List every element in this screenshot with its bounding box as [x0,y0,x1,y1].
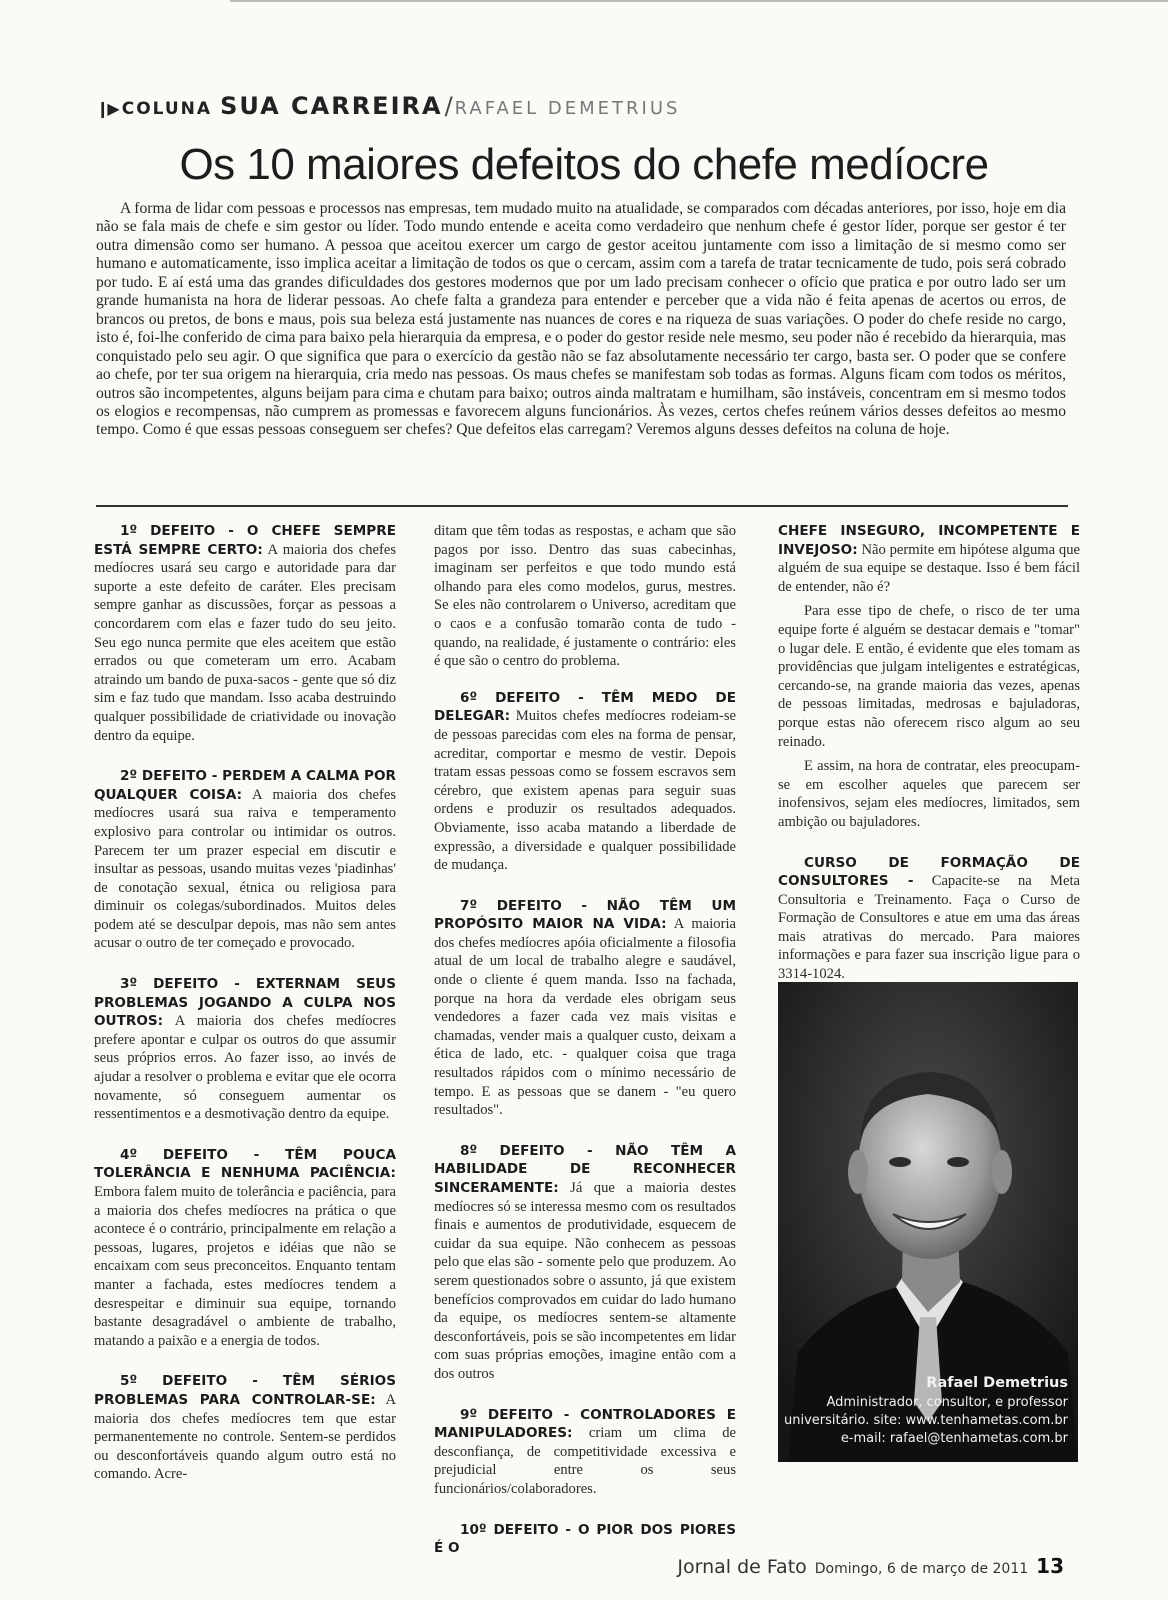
defect-text: A maioria dos chefes medíocres apóia oficialmente a filosofia atual de um local de trabalho alegre e saudável, onde o cliente é quem manda. Isso na fachada, porque na hora da verdade eles obrigam seus vendedores a fazer cada vez mais visitas e chamadas, vender mais a qualquer custo, deixam a ética de lado, etc. - qualquer coisa que traga resultados rápidos com o mínimo necessário de tempo. E as pessoas que se danem - "eu quero resultados". [434,916,736,1119]
defect-text: A maioria dos chefes medíocres tem que estar permanentemente no controle. Sentem-se perdidos ou desconfortáveis quando algum outro está no comando. Acre- [94,1391,396,1483]
photo-caption [778,1375,1068,1448]
defect-4 [94,1146,396,1351]
divider [96,505,1068,507]
defect-text: Já que a maioria destes medíocres só se interessa mesmo com os resultados finais e aumentos de produtividade, esquecem de cuidar da sua equipe. Não conhecem as pessoas pelo que elas são - somente pelo que produzem. Ao serem questionados sobre o assunto, já que existem benefícios comprovados em cuidar do lado humano da equipe, os medíocres sentem-se altamente desconfortáveis, pois se são incompetentes em lidar com suas próprias emoções, imagine então com a dos outros [434,1180,736,1382]
defect-3 [94,975,396,1124]
top-edge-line [230,0,1168,2]
defect-heading: 5º DEFEITO - TÊM SÉRIOS PROBLEMAS PARA CONTROLAR-SE: [94,1373,396,1408]
defect-heading: 6º DEFEITO - TÊM MEDO DE DELEGAR: [434,689,736,725]
defect-heading: 8º DEFEITO - NÃO TÊM A HABILIDADE DE RECONHECER SINCERAMENTE: [434,1142,736,1196]
caption-line-3: e-mail: rafael@tenhametas.com.br [840,1431,1068,1446]
defect-text: A maioria dos chefes medíocres prefere apontar e culpar os outros do que assumir seus próprios erros. Ao fazer isso, ao invés de ajudar a resolver o problema e evitar que ele ocorra novamente, só conseguem aumentar os ressentimentos e a desmotivação dentro da equipe. [94,1013,397,1123]
defect-heading: 7º DEFEITO - NÃO TÊM UM PROPÓSITO MAIOR NA VIDA: [434,897,736,933]
defect-text: Não permite em hipótese alguma que alguém de sua equipe se destaque. Isso é bem fácil de entender, não é? [778,541,1080,595]
defect-8 [434,1142,736,1384]
defect-5-continuation: ditam que têm todas as respostas, e acham que são pagos por isso. Dentro das suas cabecinhas, imaginam ser perfeitos e que todo mundo está olhando para eles como modelos, gurus, mestres. Se eles não controlarem o Universo, acreditam que o caos e a confusão tomarão conta de tudo - quando, na realidade, é justamente o contrário: eles é que são o centro do problema. [434,523,736,670]
author-name: RAFAEL DEMETRIUS [454,98,681,119]
kicker-separator: / [444,92,453,120]
caption-name: Rafael Demetrius [926,1375,1068,1391]
paragraph-text: E assim, na hora de contratar, eles preocupam-se em escolher aqueles que parecem ser inofensivos, sejam eles medíocres, limitados, sem ambição ou bajuladores. [778,758,1080,830]
defect-10 [434,1521,736,1558]
defect-text: A maioria dos chefes medíocres usará seu cargo e autoridade para dar suporte a este defeito de caráter. Eles precisam sempre ganhar as discussões, forçar as pessoas a concordarem com elas e fazer tudo do seu jeito. Seu ego nunca permite que eles aceitem que estão errados ou que cometeram um erro. Acabam atraindo um bando de puxa-sacos - gente que só diz sim e faz tudo que mandam. Isso acaba destruindo qualquer possibilidade de criatividade ou inovação dentro da equipe. [94,541,397,744]
defect-heading: 10º DEFEITO - O PIOR DOS PIORES É O [434,1521,736,1557]
course-heading: CURSO DE FORMAÇÃO DE CONSULTORES - [778,854,1080,890]
defect-5 [94,1372,396,1484]
defect-heading: 2º DEFEITO - PERDEM A CALMA POR QUALQUER COISA: [94,768,396,803]
defect-heading: 9º DEFEITO - CONTROLADORES E MANIPULADORES: [434,1406,736,1442]
publication-name: Jornal de Fato [677,1556,807,1578]
column-2 [434,522,736,1580]
caption-line-2: universitário. site: www.tenhametas.com.br [783,1413,1068,1428]
section-name: SUA CARREIRA [220,92,443,120]
defect-text: A maioria dos chefes medíocres usará sua raiva e temperamento explosivo para controlar ou intimidar os outros. Parecem ter um prazer especial em discutir e insultar as pessoas, usando muitas vezes 'piadinhas' de conotação sexual, étnica ou religiosa para diminuir os colegas/subordinados. Muitos deles podem até se desculpar depois, mas não sem antes acusar o outro de ter começado e provocado. [94,786,397,952]
lead-paragraph: A forma de lidar com pessoas e processos nas empresas, tem mudado muito na atualidade, se comparados com décadas anteriores, por isso, hoje em dia não se fala mais de chefe e sim gestor ou líder. Todo mundo entende e aceita como verdadeiro que nenhum chefe é gestor líder, porque ser gestor é ter outra dimensão como ser humano. A pessoa que aceitou exercer um cargo de gestor aceitou juntamente com isso a limitação de si mesmo como ser humano e automaticamente, isso implica aceitar a limitação de todos os que o cercam, assim com a tarefa de tratar tecnicamente de tudo, pois será cobrado por tudo. E aí está uma das grandes dificuldades dos gestores modernos que por um lado precisam conhecer o ofício que pratica e por outro lado ser um grande humanista na hora de liderar pessoas. Ao chefe falta a grandeza para entender e perceber que a vida não é feita apenas de acertos ou erros, de brancos ou pretos, de bons e maus, pois sua beleza está justamente nas nuances de cores e na riqueza de suas variações. O poder do chefe reside no cargo, isto é, foi-lhe conferido de cima para baixo pela hierarquia da empresa, e o poder do gestor reside nele mesmo, seu poder não é recebido da hierarquia, mas conquistado pelo seu agir. O que significa que para o exercício da gestão não se faz absolutamente necessário ter cargo, basta ser. O poder que se confere ao chefe, por ter sua origem na hierarquia, cria medo nas pessoas. Os maus chefes se manifestam sob todas as formas. Alguns ficam com todos os méritos, outros são incompetentes, alguns beijam para cima e chutam para baixo; outros ainda maltratam e humilham, são instáveis, concentram em si mesmo todos os elogios e recompensas, não cumprem as promessas e favorecem alguns funcionários. Às vezes, certos chefes reúnem vários desses defeitos ao mesmo tempo. Como é que essas pessoas conseguem ser chefes? Que defeitos elas carregam? Veremos alguns desses defeitos na coluna de hoje. [96,200,1066,439]
defect-heading: CHEFE INSEGURO, INCOMPETENTE E INVEJOSO: [778,523,1080,558]
defect-heading: 3º DEFEITO - EXTERNAM SEUS PROBLEMAS JOGANDO A CULPA NOS OUTROS: [94,976,396,1030]
course-text: Capacite-se na Meta Consultoria e Treinamento. Faça o Curso de Formação de Consultores e atue em uma das áreas mais atrativas do mercado. Para maiores informações e para fazer sua inscrição ligue para o 3314-1024. [778,873,1080,983]
course-ad [778,854,1080,984]
publication-date: Domingo, 6 de março de 2011 [814,1561,1029,1577]
page-title: Os 10 maiores defeitos do chefe medíocre [179,140,989,189]
defect-1 [94,522,396,745]
kicker-label: COLUNA [121,99,213,119]
defect-text: Embora falem muito de tolerância e paciência, para a maioria dos chefes medíocres na prática o que acontece é o contrário, principalmente em relação a pessoas, lugares, projetos e idéias que não se encaixam com seus preconceitos. Enquanto tentam manter a fachada, estes medíocres tendem a desrespeitar e diminuir sua equipe, tornando bastante desagradável o ambiente de trabalho, matando a paixão e a energia de todos. [94,1184,396,1349]
defect-text: Muitos chefes medíocres rodeiam-se de pessoas parecidas com eles na forma de pensar, acreditar, comportar e mesmo de vestir. Depois tratam essas pessoas como se fossem escravos sem cérebro, que existem apenas para seguir suas ordens e produzir os resultados adequados. Obviamente, isso acaba matando a liberdade de expressão, a diversidade e qualquer possibilidade de mudança. [434,708,737,874]
defect-heading: 1º DEFEITO - O CHEFE SEMPRE ESTÁ SEMPRE CERTO: [94,523,396,558]
defect-9 [434,1406,736,1499]
column-1 [94,522,396,1506]
caption-line-1: Administrador, consultor, e professor [826,1395,1068,1410]
page-number: 13 [1036,1554,1064,1578]
defect-2 [94,767,396,953]
defect-6 [434,689,736,875]
defect-text: criam um clima de desconfiança, de competitividade excessiva e prejudicial entre os seus funcionários/colaboradores. [434,1425,736,1497]
author-photo [778,982,1078,1462]
paragraph-risk [778,602,1080,751]
play-arrow-bars-icon: ❙▶ [96,99,118,118]
defect-10-continuation [778,522,1080,596]
paragraph-hiring [778,757,1080,831]
column-3 [778,522,1080,1006]
column-kicker [96,92,680,120]
paragraph-text: Para esse tipo de chefe, o risco de ter uma equipe forte é alguém se destacar demais e "tomar" o lugar dele. E então, é evidente que eles tomam as providências que julgam inteligentes e estratégicas, cercando-se, na grande maioria das vezes, apenas de pessoas limitadas, medrosas e bajuladoras, porque estas não oferecem risco algum ao seu reinado. [778,603,1080,750]
defect-7 [434,897,736,1120]
page-footer [677,1554,1064,1578]
defect-heading: 4º DEFEITO - TÊM POUCA TOLERÂNCIA E NENHUMA PACIÊNCIA: [94,1146,396,1182]
